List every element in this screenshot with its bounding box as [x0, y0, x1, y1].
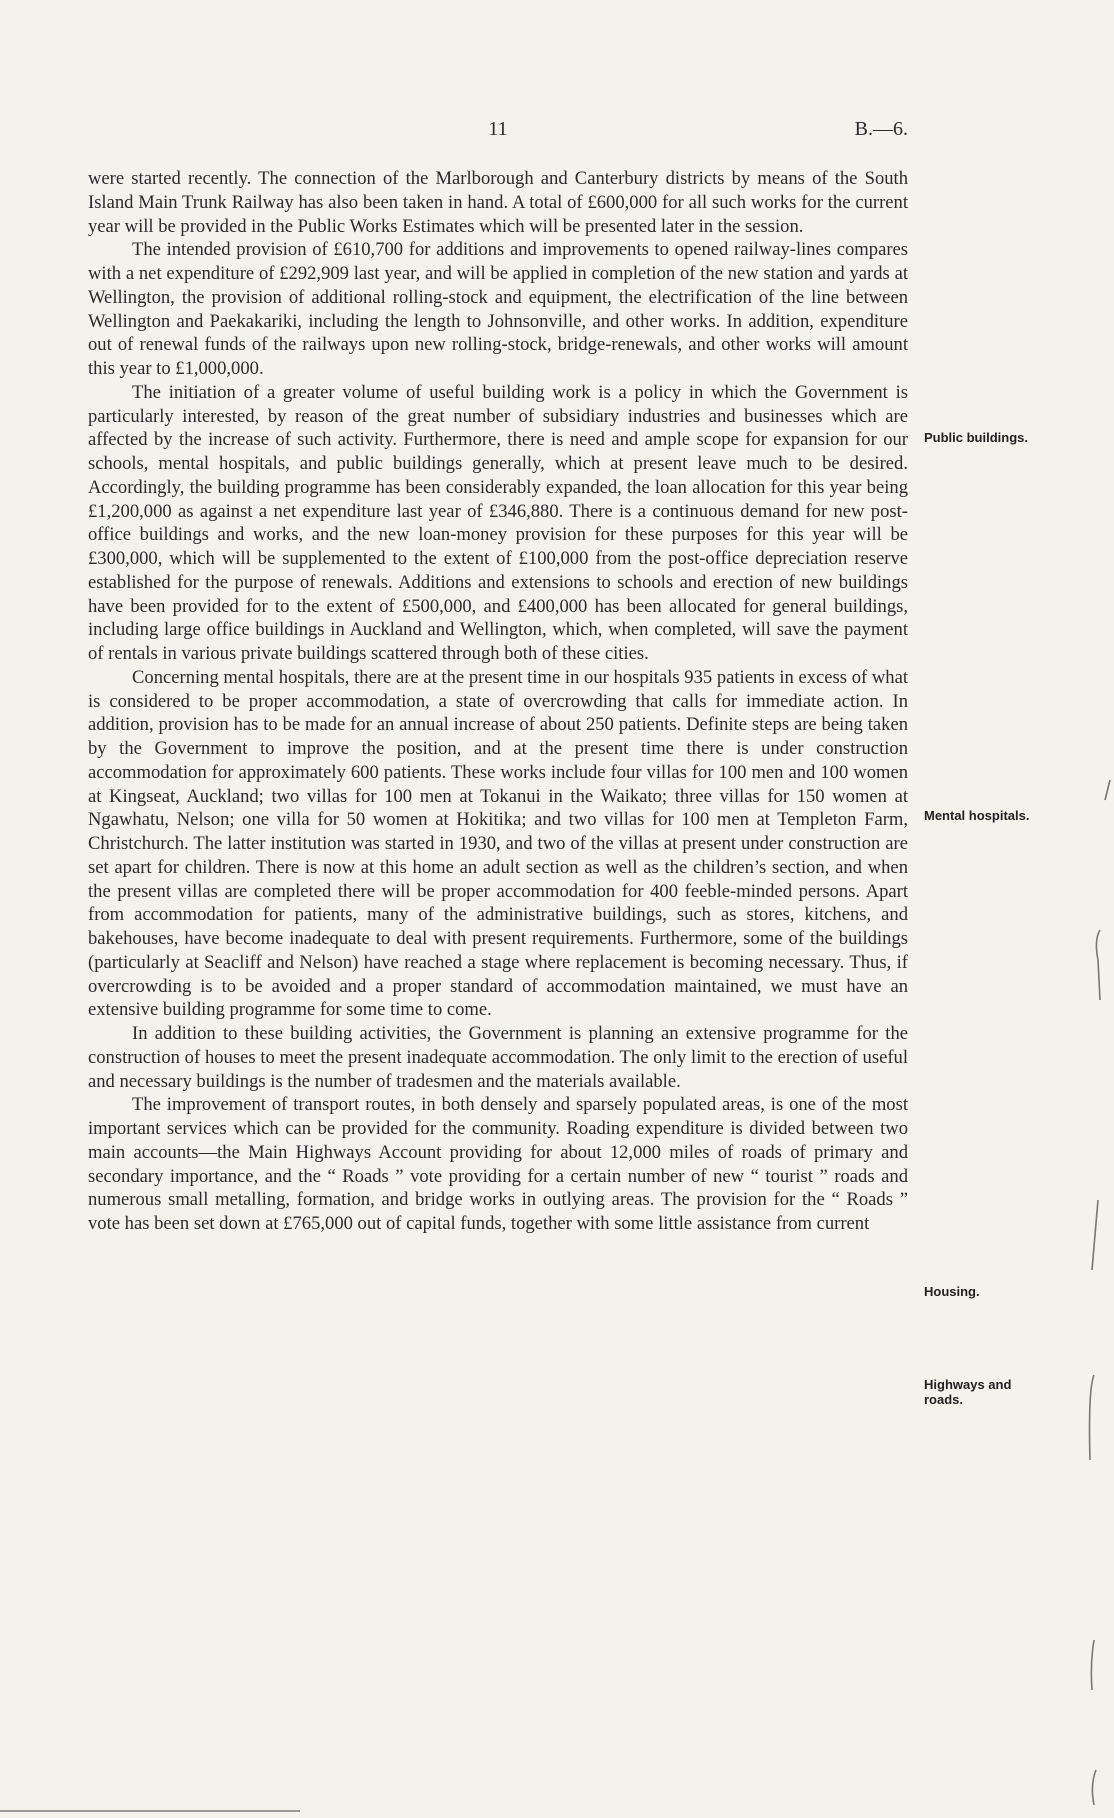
- margin-note-public-buildings: Public buildings.: [924, 430, 1028, 445]
- margin-note-housing: Housing.: [924, 1284, 980, 1299]
- edge-mark: [1092, 1200, 1098, 1270]
- edge-mark: [1092, 1770, 1096, 1805]
- page-number: 11: [488, 118, 508, 140]
- page-edge-marks: [1060, 760, 1114, 1810]
- paragraph-highways: The improvement of transport routes, in both densely and sparsely populated areas, is one of the most important services which can be provided for the community. Roading expenditure is divided between two main accounts—the Main Highways Account providing for about 12,000 miles of roads of primary and secondary importance, and the “ Roads ” vote providing for a certain number of new “ tourist ” roads and numerous small metalling, formation, and bridge works in outlying areas. The provision for the “ Roads ” vote has been set down at £765,000 out of capital funds, together with some little assistance from current: [88, 1094, 908, 1234]
- document-reference: B.—6.: [854, 118, 908, 140]
- page-header: [88, 118, 908, 146]
- paragraph-mental-hospitals: Concerning mental hospitals, there are at the present time in our hospitals 935 patients in excess of what is considered to be proper accommodation, a state of overcrowding that calls for immediate action. In addition, provision has to be made for an annual increase of about 250 patients. Definite steps are being taken by the Government to improve the position, and at the present time there is under construction accommodation for approximately 600 patients. These works include four villas for 100 men and 100 women at Kingseat, Auckland; two villas for 100 men at Tokanui in the Waikato; three villas for 150 women at Ngawhatu, Nelson; one villa for 50 women at Hokitika; and two villas for 100 men at Templeton Farm, Christchurch. The latter institution was started in 1930, and two of the villas at present under construction are set apart for children. There is now at this home an adult section as well as the children’s section, and when the present villas are completed there will be proper accommodation for 400 feeble-minded persons. Apart from accommodation for patients, many of the administrative buildings, such as stores, kitchens, and bakehouses, have become inadequate to deal with present requirements. Furthermore, some of the buildings (particularly at Seacliff and Nelson) have reached a stage where replacement is becoming necessary. Thus, if overcrowding is to be avoided and a proper standard of accommodation maintained, we must have an extensive building programme for some time to come.: [88, 666, 908, 1021]
- paragraph-housing: In addition to these building activities, the Government is planning an extensive programme for the construction of houses to meet the present inadequate accommodation. The only limit to the erection of useful and necessary buildings is the number of tradesmen and the materials available.: [88, 1023, 908, 1092]
- edge-mark: [1096, 930, 1100, 1000]
- edge-mark: [1090, 1375, 1095, 1460]
- paragraph-public-buildings: The initiation of a greater volume of useful building work is a policy in which the Government is particularly interested, by reason of the great number of subsidiary industries and businesses which are affected by the increase of such activity. Furthermore, there is need and ample scope for expansion for our schools, mental hospitals, and public buildings generally, which at present leave much to be desired. Accordingly, the building programme has been considerably expanded, the loan allocation for this year being £1,200,000 as against a net expenditure last year of £346,880. There is a continuous demand for new post-office buildings and works, and the new loan-money provision for these purposes for this year will be £300,000, which will be supplemented to the extent of £100,000 from the post-office depreciation reserve established for the purpose of renewals. Additions and extensions to schools and erection of new buildings have been provided for to the extent of £500,000, and £400,000 has been allocated for general buildings, including large office buildings in Auckland and Wellington, which, when completed, will save the payment of rentals in various private buildings scattered through both of these cities.: [88, 381, 908, 664]
- edge-mark: [1105, 780, 1110, 800]
- paragraph-railway-lines: The intended provision of £610,700 for additions and improvements to opened railway-lines compares with a net expenditure of £292,909 last year, and will be applied in completion of the new station and yards at Wellington, the provision of additional rolling-stock and equipment, the electrification of the line between Wellington and Paekakariki, including the length to Johnsonville, and other works. In addition, expenditure out of renewal funds of the railways upon new rolling-stock, bridge-renewals, and other works will amount this year to £1,000,000.: [88, 239, 908, 379]
- body-text: [88, 167, 908, 1236]
- margin-note-mental-hospitals: Mental hospitals.: [924, 808, 1030, 823]
- bottom-edge-rule: [0, 1810, 300, 1812]
- paragraph-railway-works: were started recently. The connection of the Marlborough and Canterbury districts by means of the South Island Main Trunk Railway has also been taken in hand. A total of £600,000 for all such works for the current year will be provided in the Public Works Estimates which will be presented later in the session.: [88, 168, 908, 237]
- edge-mark: [1091, 1640, 1094, 1690]
- margin-note-highways: Highways and roads.: [924, 1377, 1012, 1407]
